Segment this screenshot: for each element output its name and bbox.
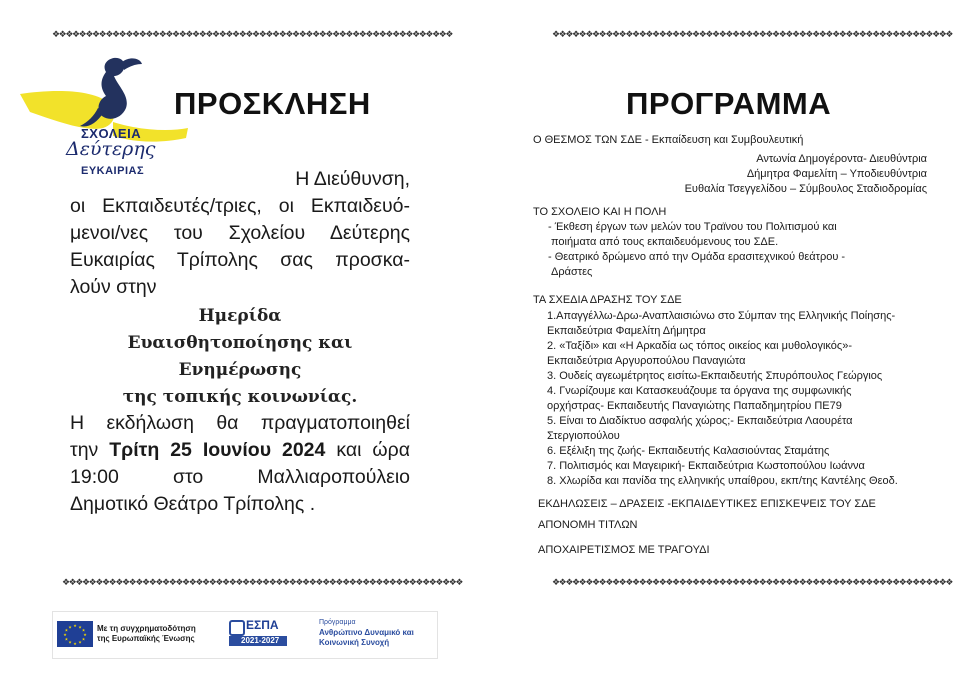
program-text [319,618,414,648]
action-plan-item: 2. «Ταξίδι» και «Η Αρκαδία ως τόπος οικείος και μυθολογικός»- [547,340,852,352]
section2-heading: ΤΟ ΣΧΟΛΕΙΟ ΚΑΙ Η ΠΟΛΗ [533,206,667,218]
speaker-line: Αντωνία Δημογέροντα- Διευθύντρια [756,153,927,165]
sde-logo-graphic [18,52,193,182]
svg-text:★: ★ [64,636,69,642]
event-line: της τοπικής κοινωνίας. [122,387,358,407]
action-plan-item: ορχήστρας- Εκπαιδευτής Παναγιώτης Παπαδημητρίου ΠΕ79 [547,400,842,412]
eu-cofunding-text [97,624,196,644]
espa-logo [229,617,293,653]
espa-years: 2021-2027 [241,636,280,645]
intro-line: μενοι/νες του Σχολείου Δεύτερης [70,222,410,244]
section2-items [548,220,845,280]
intro-line: Ευκαιρίας Τρίπολης σας προσκα- [70,249,410,271]
action-plan-item: Στεργιοπούλου [547,430,620,442]
svg-text:★: ★ [81,636,86,642]
section2-item: - Έκθεση έργων των μελών του Τραϊνου του Πολιτισμού και [548,221,837,233]
invitation-title: ΠΡΟΣΚΛΗΣΗ [174,86,371,121]
section2-item: - Θεατρικό δρώμενο από την Ομάδα ερασιτεχνικού θεάτρου - [548,251,846,263]
details-suffix: και ώρα [325,439,410,461]
espa-title: ΕΣΠΑ [246,618,279,632]
svg-text:★: ★ [78,624,82,630]
svg-text:★: ★ [64,627,69,633]
action-plan-item: 7. Πολιτισμός και Μαγειρική- Εκπαιδεύτρια Κωστοπούλου Ιωάννα [547,460,865,472]
border-ornament-bottom-left: ❖❖❖❖❖❖❖❖❖❖❖❖❖❖❖❖❖❖❖❖❖❖❖❖❖❖❖❖❖❖❖❖❖❖❖❖❖❖❖❖❖❖❖❖❖❖❖❖❖❖❖❖❖❖❖❖❖❖❖❖ [62,578,463,588]
svg-text:★: ★ [73,641,77,646]
speaker-line: Δήμητρα Φαμελίτη – Υποδιευθύντρια [746,168,927,180]
intro-line: λούν στην [70,276,157,298]
action-plan-item: Εκπαιδεύτρια Αργυροπούλου Παναγιώτα [547,355,746,367]
closing-item: ΑΠΟΝΟΜΗ ΤΙΤΛΩΝ [538,519,638,531]
border-ornament-top-left: ❖❖❖❖❖❖❖❖❖❖❖❖❖❖❖❖❖❖❖❖❖❖❖❖❖❖❖❖❖❖❖❖❖❖❖❖❖❖❖❖❖❖❖❖❖❖❖❖❖❖❖❖❖❖❖❖❖❖❖❖ [52,30,453,40]
action-plan-item: 3. Ουδείς αγεωμέτρητος εισίτω-Εκπαιδευτής Σπυρόπουλος Γεώργιος [547,370,883,382]
details-line: 19:00 στο Μαλλιαροπούλειο [70,466,410,488]
svg-text:★: ★ [83,632,87,637]
action-plan-item: Εκπαιδεύτρια Φαμελίτη Δήμητρα [547,325,706,337]
section3-items [547,309,898,489]
action-plan-item: 6. Εξέλιξη της ζωής- Εκπαιδευτής Καλασιούντας Σταμάτης [547,445,830,457]
logo-line-2: Δεύτερης [66,138,156,160]
border-ornament-top-right: ❖❖❖❖❖❖❖❖❖❖❖❖❖❖❖❖❖❖❖❖❖❖❖❖❖❖❖❖❖❖❖❖❖❖❖❖❖❖❖❖❖❖❖❖❖❖❖❖❖❖❖❖❖❖❖❖❖❖❖❖ [552,30,953,40]
program-name-line: Ανθρώπινο Δυναμικό και [319,628,414,637]
eu-flag-icon [57,621,93,647]
action-plan-item: 1.Απαγγέλλω-Δρω-Αναπλαισιώνω στο Σύμπαν της Ελληνικής Ποίησης- [547,310,896,322]
eu-text-line: της Ευρωπαϊκής Ένωσης [97,634,195,643]
event-date: Τρίτη 25 Ιουνίου 2024 [109,439,326,461]
program-name-line: Κοινωνική Συνοχή [319,638,390,647]
svg-text:★: ★ [63,632,67,637]
closing-item: ΕΚΔΗΛΩΣΕΙΣ – ΔΡΑΣΕΙΣ -ΕΚΠΑΙΔΕΥΤΙΚΕΣ ΕΠΙΣΚΕΨΕΙΣ ΤΟΥ ΣΔΕ [538,498,876,510]
svg-text:★: ★ [73,623,77,628]
espa-mark [229,620,245,636]
details-prefix: την [70,439,110,461]
svg-text:★: ★ [78,639,82,645]
program-label: Πρόγραμμα [319,619,356,626]
speaker-line: Ευθαλία Τσεγγελίδου – Σύμβουλος Σταδιοδρομίας [684,183,927,195]
action-plan-item: 8. Χλωρίδα και πανίδα της ελληνικής υπαίθρου, εκπ/της Καντέλης Θεοδ. [547,475,898,487]
svg-text:★: ★ [68,639,72,645]
section3-heading: ΤΑ ΣΧΕΔΙΑ ΔΡΑΣΗΣ ΤΟΥ ΣΔΕ [533,294,682,306]
logo-line-1: ΣΧΟΛΕΙΑ [81,126,142,141]
section2-item: Δράστες [551,266,593,278]
section1-speakers [640,152,927,197]
section2-item: ποιήματα από τους εκπαιδευόμενους του ΣΔΕ. [551,236,779,248]
intro-line: οι Εκπαιδευτές/τριες, οι Εκπαιδευό- [70,195,410,217]
invitation-intro [70,166,410,301]
border-ornament-bottom-right: ❖❖❖❖❖❖❖❖❖❖❖❖❖❖❖❖❖❖❖❖❖❖❖❖❖❖❖❖❖❖❖❖❖❖❖❖❖❖❖❖❖❖❖❖❖❖❖❖❖❖❖❖❖❖❖❖❖❖❖❖ [552,578,953,588]
details-line: Δημοτικό Θεάτρο Τρίπολης . [70,493,316,515]
intro-line: Η Διεύθυνση, [295,168,410,190]
details-line [70,437,410,464]
closing-item: ΑΠΟΧΑΙΡΕΤΙΣΜΟΣ ΜΕ ΤΡΑΓΟΥΔΙ [538,544,710,556]
event-name [70,303,410,411]
section1-heading: Ο ΘΕΣΜΟΣ ΤΩΝ ΣΔΕ - Εκπαίδευση και Συμβουλευτική [533,134,804,146]
event-details [70,410,410,518]
details-line: Η εκδήλωση θα πραγματοποιηθεί [70,412,410,434]
svg-text:★: ★ [68,624,72,630]
eu-text-line: Με τη συγχρηματοδότηση [97,624,196,633]
svg-text:★: ★ [81,627,86,633]
funding-footer [52,611,438,659]
action-plan-item: 5. Είναι το Διαδίκτυο ασφαλής χώρος;- Εκπαιδεύτρια Λαουρέτα [547,415,853,427]
sde-logo [18,52,193,182]
event-line: Ευαισθητοποίησης και Ενημέρωσης [127,333,353,380]
logo-line-3: ΕΥΚΑΙΡΙΑΣ [81,165,145,177]
action-plan-item: 4. Γνωρίζουμε και Κατασκευάζουμε τα όργανα της συμφωνικής [547,385,852,397]
program-title: ΠΡΟΓΡΑΜΜΑ [626,86,832,121]
event-line: Ημερίδα [198,306,282,326]
